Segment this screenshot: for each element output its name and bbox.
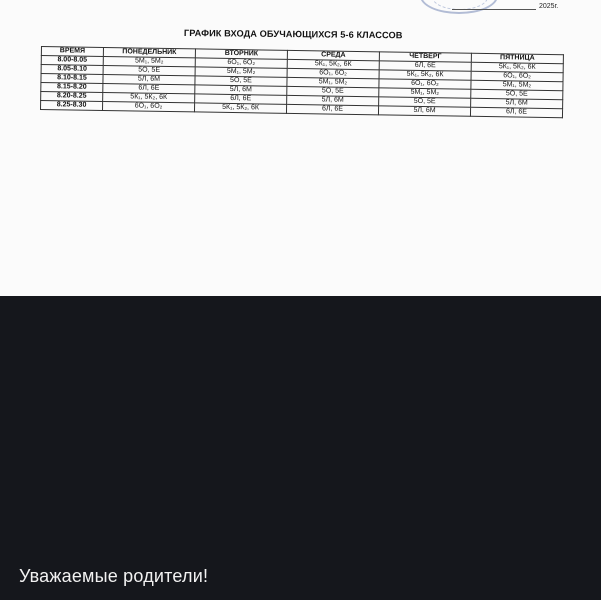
header-thursday: ЧЕТВЕРГ <box>379 52 471 62</box>
time-cell: 8.05-8.10 <box>41 65 103 75</box>
table-cell: 5Л, 6М <box>378 106 470 116</box>
table-cell: 5К₁, 5К₂, 6К <box>471 62 563 72</box>
table-cell: 5О, 5Е <box>103 65 195 75</box>
schedule-title: ГРАФИК ВХОДА ОБУЧАЮЩИХСЯ 5-6 КЛАССОВ <box>183 28 403 41</box>
header-time: ВРЕМЯ <box>41 47 103 57</box>
schedule-photo <box>0 0 601 296</box>
schedule-table-wrap <box>40 46 564 118</box>
header-tuesday: ВТОРНИК <box>195 49 287 59</box>
header-friday: ПЯТНИЦА <box>471 53 563 63</box>
post-caption-text[interactable]: Уважаемые родители! <box>19 566 209 586</box>
caption-area <box>0 296 601 600</box>
header-monday: ПОНЕДЕЛЬНИК <box>103 47 195 57</box>
table-cell: 5К₁, 5К₂, 6К <box>103 92 195 102</box>
table-cell: 5М₁, 5М₂ <box>195 67 287 77</box>
time-cell: 8.20-8.25 <box>41 92 103 102</box>
table-cell: 5О, 5Е <box>287 86 379 96</box>
table-cell: 6О₁, 6О₂ <box>379 79 471 89</box>
time-cell: 8.25-8.30 <box>41 101 103 111</box>
table-cell: 5О, 5Е <box>379 97 471 107</box>
table-cell: 5М₁, 5М₂ <box>287 77 379 87</box>
time-cell: 8.00-8.05 <box>41 56 103 66</box>
table-cell: 5Л, 6М <box>195 85 287 95</box>
table-cell: 5О, 5Е <box>195 76 287 86</box>
table-cell: 5К₁, 5К₂, 6К <box>287 59 379 69</box>
schedule-table <box>40 46 564 118</box>
official-stamp-icon <box>420 0 498 14</box>
table-cell: 5Л, 6М <box>287 95 379 105</box>
table-cell: 5М₁, 5М₂ <box>103 56 195 66</box>
table-cell: 6О₁, 6О₂ <box>102 101 194 111</box>
header-wednesday: СРЕДА <box>287 50 379 60</box>
table-cell: 6Л, 6Е <box>103 83 195 93</box>
signature-line <box>452 9 536 10</box>
table-cell: 6Л, 6Е <box>470 107 562 117</box>
table-cell: 6О₁, 6О₂ <box>195 58 287 68</box>
table-cell: 6О₁, 6О₂ <box>471 71 563 81</box>
table-cell: 5Л, 6М <box>471 98 563 108</box>
table-cell: 6Л, 6Е <box>379 61 471 71</box>
table-cell: 6О₁, 6О₂ <box>287 68 379 78</box>
table-cell: 5О, 5Е <box>471 89 563 99</box>
time-cell: 8.15-8.20 <box>41 83 103 93</box>
document-year: 2025г. <box>539 3 559 10</box>
table-cell: 6Л, 6Е <box>195 94 287 104</box>
table-cell: 6Л, 6Е <box>286 104 378 114</box>
table-cell: 5К₁, 5К₂, 6К <box>194 103 286 113</box>
table-cell: 5Л, 6М <box>103 74 195 84</box>
table-cell: 5М₁, 5М₂ <box>379 88 471 98</box>
table-cell: 5К₁, 5К₂, 6К <box>379 70 471 80</box>
time-cell: 8.10-8.15 <box>41 74 103 84</box>
table-cell: 5М₁, 5М₂ <box>471 80 563 90</box>
